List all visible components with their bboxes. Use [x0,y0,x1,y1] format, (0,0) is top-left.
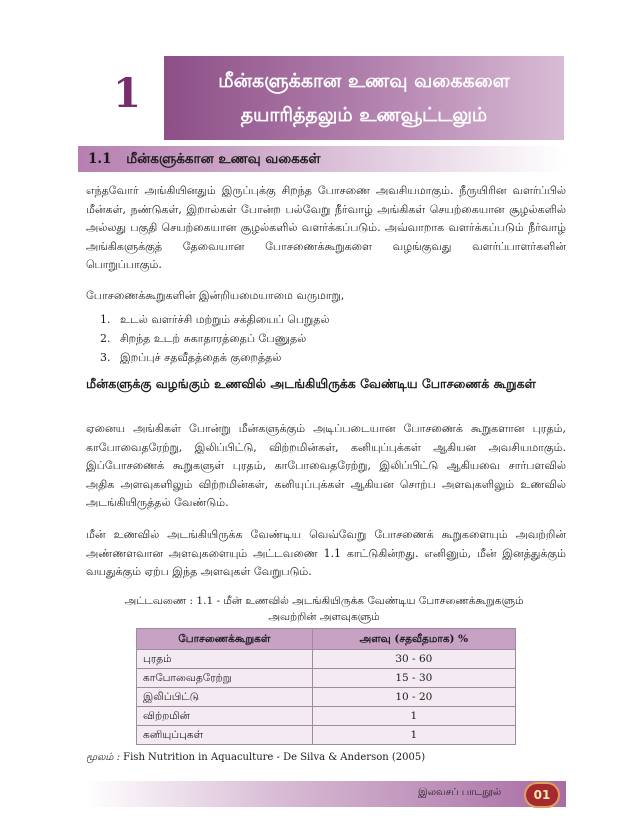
table-caption-line1: அட்டவணை : 1.1 - மீன் உணவில் அடங்கியிருக்க வேண்டிய போசணைக்கூறுகளும் [124,595,524,607]
table-intro-paragraph: மீன் உணவில் அடங்கியிருக்க வேண்டிய வெவ்வேறு போசணைக் கூறுகளையும் அவற்றின் அண்ணளவான அளவுகளையும் அட்டவணை 1.1 காட்டுகின்றது. எனினும், மீன் இனத்துக்கும் வயதுக்கும் ஏற்ப இந்த அளவுகள் வேறுபடும். [86,528,566,578]
table-row [137,707,516,726]
footer-text: இலவசப் பாடநூல் [418,787,502,798]
table-cell-amount: 1 [312,726,515,745]
importance-list [100,310,540,367]
table-caption-line2: அவற்றின் அளவுகளும் [268,611,380,623]
chapter-title-line2: தயாரித்தலும் உணவூட்டலும் [240,104,488,126]
subheading: மீன்களுக்கு வழங்கும் உணவில் அடங்கியிருக்க வேண்டிய போசணைக் கூறுகள் [86,376,536,391]
table-row [137,650,516,669]
table-cell-amount: 30 - 60 [312,650,515,669]
list-item [100,329,540,348]
table-row [137,688,516,707]
table-header-row [137,629,516,650]
chapter-number: 1 [113,70,141,117]
nutrients-paragraph: ஏனைய அங்கிகள் போன்று மீன்களுக்கும் அடிப்படையான போசணைக் கூறுகளான புரதம், காபோவைதரேற்று, இலிப்பிட்டு, விற்றமின்கள், கனியுப்புக்கள் ஆகியன அவசியமாகும். இப்போசணைக் கூறுகளுள் புரதம், காபோவைதரேற்று, இலிப்பிட்டு ஆகியவை சார்பளவில் அதிக அளவுகளிலும் விற்றமின்கள், கனியுப்புக்கள் ஆகியன சொற்ப அளவுகளிலும் உணவில் அடங்கியிருத்தல் வேண்டும். [86,422,566,509]
table-header-amount: அளவு (சதவீதமாக) % [312,629,515,650]
source-text: Fish Nutrition in Aquaculture - De Silva & Anderson (2005) [123,752,426,763]
source-label: மூலம் : [86,752,120,763]
table-row [137,726,516,745]
source-note [86,752,425,764]
chapter-title [164,56,564,140]
section-number: 1.1 [88,151,112,167]
table-cell-nutrient: காபோவைதரேற்று [137,669,313,688]
table-cell-amount: 1 [312,707,515,726]
nutrient-table [136,628,516,745]
table-cell-nutrient: புரதம் [137,650,313,669]
intro-paragraph: எந்தவோர் அங்கியினதும் இருப்புக்கு சிறந்த போசணை அவசியமாகும். நீருயிரின வளர்ப்பில் மீன்கள், நண்டுகள், இறால்கள் போன்ற பல்வேறு நீர்வாழ் அங்கிகள் செயற்கையான சூழல்களில் அல்லது பகுதி செயற்கையான சூழல்களில் வளர்க்கப்படும். அவ்வாறாக வளர்க்கப்படும் நீர்வாழ் அங்கிகளுக்குத் தேவையான போசணைக்கூறுகளை வழங்குவது வளர்ப்பாளர்களின் பொறுப்பாகும். [86,184,566,271]
table-cell-nutrient: கனியுப்புகள் [137,726,313,745]
table-caption [96,593,552,625]
table-row [137,669,516,688]
table-cell-nutrient: இலிப்பிட்டு [137,688,313,707]
section-title: மீன்களுக்கான உணவு வகைகள் [126,151,321,167]
list-item-text: இறப்புச் சதவீதத்தைக் குறைத்தல் [120,351,282,364]
table-cell-amount: 10 - 20 [312,688,515,707]
importance-lead: போசணைக்கூறுகளின் இன்றியமையாமை வருமாறு, [86,289,345,302]
table-cell-nutrient: விற்றமின் [137,707,313,726]
list-item-number: 1. [100,313,111,326]
list-item-number: 3. [100,351,111,364]
list-item-text: உடல் வளர்ச்சி மற்றும் சக்தியைப் பெறுதல் [120,313,330,326]
page-number-badge: 01 [524,782,560,808]
chapter-title-line1: மீன்களுக்கான உணவு வகைகளை [218,70,510,92]
list-item [100,310,540,329]
table-cell-amount: 15 - 30 [312,669,515,688]
list-item-text: சிறந்த உடற் சுகாதாரத்தைப் பேணுதல் [120,332,307,345]
list-item-number: 2. [100,332,111,345]
table-header-nutrient: போசணைக்கூறுகள் [137,629,313,650]
list-item [100,348,540,367]
section-heading [78,146,564,172]
